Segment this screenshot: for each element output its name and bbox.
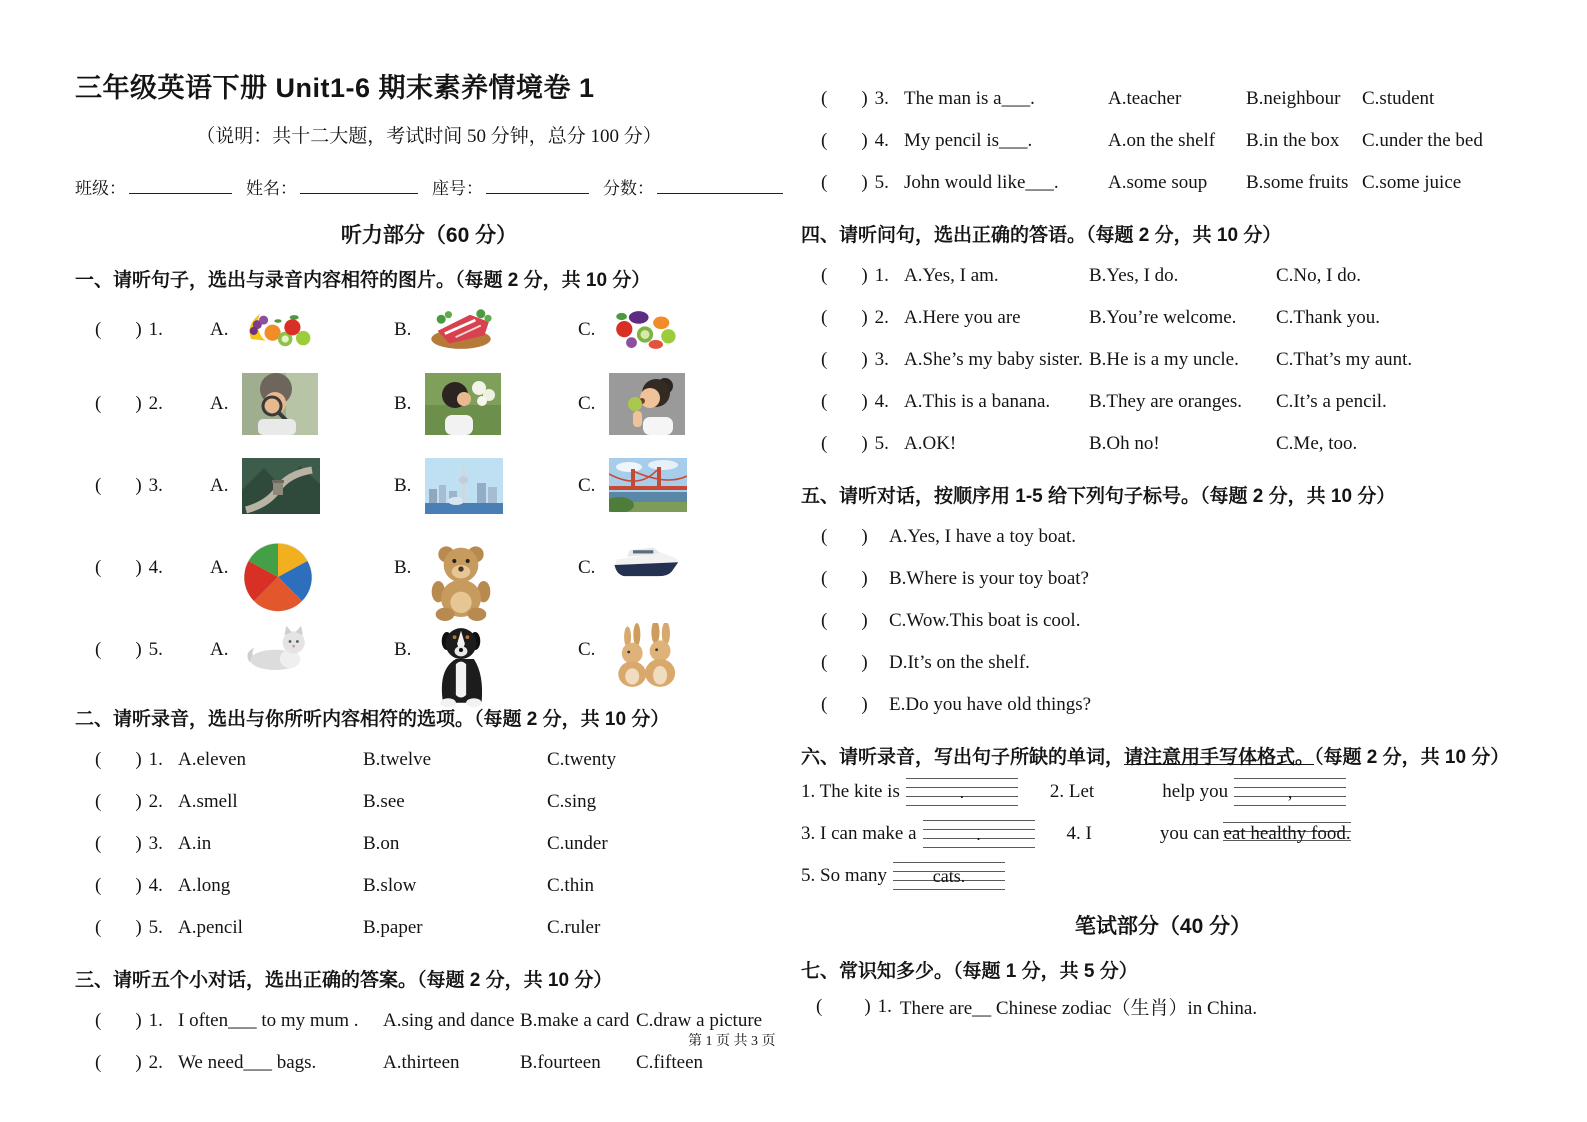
question-row: ( ) 5. A. B. C. — [75, 612, 783, 688]
listening-part-heading: 听力部分（60 分） — [340, 224, 518, 247]
teddy-bear-image — [425, 541, 497, 595]
question-row: ( ) B.Where is your toy boat? — [801, 558, 1525, 600]
option-a: A.in — [178, 833, 212, 854]
writing-grid[interactable]: cats. — [893, 862, 1005, 890]
sentence: B.Where is your toy boat? — [889, 568, 1089, 589]
question-row: ( ) 3. The man is a___. A.teacher B.neighbour C.student — [801, 78, 1525, 120]
option-c: C.No, I do. — [1276, 265, 1361, 286]
writing-grid[interactable]: . — [923, 820, 1035, 848]
sentence: D.It’s on the shelf. — [889, 652, 1030, 673]
option-c: C.ruler — [547, 917, 601, 938]
option-c: C.under the bed — [1362, 130, 1483, 151]
option-b: B.They are oranges. — [1089, 391, 1242, 412]
option-b: B.on — [363, 833, 400, 854]
fill-in-line: 3. I can make a . 4. I you can eat healthy food. — [801, 820, 1525, 848]
option-c: C.twenty — [547, 749, 617, 770]
question-row: ( ) E.Do you have old things? — [801, 684, 1525, 726]
seat-label: 座号： — [432, 179, 483, 198]
question-row: ( ) 4. A.long B.slow C.thin — [75, 865, 783, 907]
option-a: A.sing and dance — [383, 1010, 515, 1031]
golden-gate-bridge-image — [609, 458, 687, 514]
boy-with-magnifier-image — [242, 373, 318, 435]
beach-ball-image — [242, 541, 314, 595]
page-number: 第 1 页 共 3 页 — [688, 1034, 776, 1049]
seat-field[interactable] — [486, 178, 589, 194]
rabbits-image — [609, 623, 681, 677]
option-c: C.draw a picture — [636, 1010, 763, 1031]
option-c: C.It’s a pencil. — [1276, 391, 1387, 412]
option-c: C.some juice — [1362, 172, 1462, 193]
cn-tower-skyline-image — [425, 458, 503, 514]
question-row: ( ) 3. A.She’s my baby sister. B.He is a my uncle. C.That’s my aunt. — [801, 339, 1525, 381]
girl-eating-apple-image — [609, 373, 685, 435]
question-row: ( ) 2. We need___ bags. A.thirteen B.fourteen C.fifteen — [75, 1042, 783, 1084]
score-label: 分数： — [603, 179, 654, 198]
option-c: C.fifteen — [636, 1052, 704, 1073]
option-a: A.long — [178, 875, 231, 896]
fruits-image — [242, 303, 314, 357]
sentence: A.Yes, I have a toy boat. — [889, 526, 1076, 547]
class-field[interactable] — [129, 178, 232, 194]
option-c: C.That’s my aunt. — [1276, 349, 1413, 370]
question-row: ( ) 5. John would like___. A.some soup B.some fruits C.some juice — [801, 162, 1525, 204]
option-b: B.some fruits — [1246, 172, 1349, 193]
girl-smelling-flowers-image — [425, 373, 501, 435]
option-a: A.some soup — [1108, 172, 1208, 193]
question-row: ( ) 5. A.pencil B.paper C.ruler — [75, 907, 783, 949]
option-c: C.sing — [547, 791, 597, 812]
question-row: ( ) A.Yes, I have a toy boat. — [801, 516, 1525, 558]
question-row: ( ) 3. A.in B.on C.under — [75, 823, 783, 865]
option-a: A.This is a banana. — [904, 391, 1051, 412]
question-row: ( ) D.It’s on the shelf. — [801, 642, 1525, 684]
right-column — [801, 0, 1525, 1084]
writing-grid[interactable]: , — [1234, 778, 1346, 806]
section1-title: 一、请听句子，选出与录音内容相符的图片。（每题 2 分，共 10 分） — [75, 270, 651, 291]
option-b: B.slow — [363, 875, 417, 896]
left-column — [75, 0, 783, 1084]
class-label: 班级： — [75, 179, 126, 198]
vegetables-image — [609, 303, 681, 357]
fill-in-line: 5. So many cats. — [801, 862, 1525, 890]
option-b: B.neighbour — [1246, 88, 1341, 109]
option-c: C.Thank you. — [1276, 307, 1380, 328]
great-wall-image — [242, 458, 320, 514]
question-row: ( ) 1. A. B. C. — [75, 300, 783, 360]
written-part-heading: 笔试部分（40 分） — [1074, 915, 1252, 938]
score-field[interactable] — [657, 178, 783, 194]
question-stem: John would like___. — [904, 172, 1059, 193]
handwriting-notice: 请注意用手写体格式。 — [1124, 747, 1315, 768]
question-stem: The man is a___. — [904, 88, 1035, 109]
section2-title: 二、请听录音，选出与你所听内容相符的选项。（每题 2 分，共 10 分） — [75, 709, 670, 730]
option-c: C.under — [547, 833, 608, 854]
option-c: C.thin — [547, 875, 594, 896]
option-b: B.paper — [363, 917, 423, 938]
cat-image — [242, 623, 314, 677]
section5-title: 五、请听对话，按顺序用 1-5 给下列句子标号。（每题 2 分，共 10 分） — [801, 486, 1396, 507]
option-a: A.smell — [178, 791, 238, 812]
meat-image — [425, 303, 497, 357]
option-a: A.Yes, I am. — [904, 265, 999, 286]
page-title: 三年级英语下册 Unit1-6 期末素养情境卷 1 — [75, 73, 595, 103]
option-a: A.on the shelf — [1108, 130, 1216, 151]
option-b: B.fourteen — [520, 1052, 601, 1073]
question-stem: We need___ bags. — [178, 1052, 317, 1073]
student-info-line — [75, 174, 783, 199]
fill-in-line: 1. The kite is . 2. Let help you , — [801, 778, 1525, 806]
sentence: E.Do you have old things? — [889, 694, 1092, 715]
option-b: B.You’re welcome. — [1089, 307, 1237, 328]
name-field[interactable] — [300, 178, 418, 194]
question-row: ( ) 1. There are__ Chinese zodiac（生肖）in China. — [801, 993, 1525, 1020]
option-a: A.thirteen — [383, 1052, 460, 1073]
question-row: ( ) 4. A. B. C. — [75, 530, 783, 606]
option-a: A.Here you are — [904, 307, 1021, 328]
section3-title: 三、请听五个小对话，选出正确的答案。（每题 2 分，共 10 分） — [75, 970, 613, 991]
option-b: B.see — [363, 791, 405, 812]
question-stem: My pencil is___. — [904, 130, 1033, 151]
question-stem: I often___ to my mum . — [178, 1010, 359, 1031]
question-row: ( ) 2. A. B. C. — [75, 366, 783, 442]
option-b: B.twelve — [363, 749, 432, 770]
toy-boat-image — [609, 541, 681, 595]
name-label: 姓名： — [246, 179, 297, 198]
question-row: ( ) C.Wow.This boat is cool. — [801, 600, 1525, 642]
option-a: A.teacher — [1108, 88, 1182, 109]
section7-title: 七、常识知多少。（每题 1 分，共 5 分） — [801, 961, 1138, 982]
option-a: A.eleven — [178, 749, 247, 770]
option-b: B.Yes, I do. — [1089, 265, 1179, 286]
question-row: ( ) 5. A.OK! B.Oh no! C.Me, too. — [801, 423, 1525, 465]
option-c: C.student — [1362, 88, 1435, 109]
writing-grid[interactable]: . — [906, 778, 1018, 806]
option-c: C.Me, too. — [1276, 433, 1358, 454]
option-a: A.pencil — [178, 917, 243, 938]
question-row: ( ) 4. My pencil is___. A.on the shelf B.in the box C.under the bed — [801, 120, 1525, 162]
option-b: B.make a card — [520, 1010, 630, 1031]
question-stem: There are__ Chinese zodiac（生肖）in China. — [899, 998, 1258, 1019]
section6-title: 六、请听录音，写出句子所缺的单词，请注意用手写体格式。（每题 2 分，共 10 分） — [801, 747, 1510, 768]
sentence: C.Wow.This boat is cool. — [889, 610, 1081, 631]
option-b: B.He is a my uncle. — [1089, 349, 1239, 370]
writing-grid-overlay[interactable]: eat healthy food. — [1223, 820, 1350, 848]
question-row: ( ) 3. A. B. C. — [75, 448, 783, 524]
question-row: ( ) 1. I often___ to my mum . A.sing and dance B.make a card C.draw a picture — [75, 1000, 783, 1042]
option-b: B.in the box — [1246, 130, 1340, 151]
question-row: ( ) 1. A.eleven B.twelve C.twenty — [75, 739, 783, 781]
option-a: A.OK! — [904, 433, 957, 454]
section4-title: 四、请听问句，选出正确的答语。（每题 2 分，共 10 分） — [801, 225, 1282, 246]
question-row: ( ) 4. A.This is a banana. B.They are oranges. C.It’s a pencil. — [801, 381, 1525, 423]
question-row: ( ) 2. A.Here you are B.You’re welcome. C.Thank you. — [801, 297, 1525, 339]
question-row: ( ) 1. A.Yes, I am. B.Yes, I do. C.No, I do. — [801, 255, 1525, 297]
option-b: B.Oh no! — [1089, 433, 1160, 454]
option-a: A.She’s my baby sister. — [904, 349, 1083, 370]
dog-image — [425, 623, 497, 677]
exam-instructions: （说明：共十二大题，考试时间 50 分钟，总分 100 分） — [196, 126, 662, 147]
question-row: ( ) 2. A.smell B.see C.sing — [75, 781, 783, 823]
